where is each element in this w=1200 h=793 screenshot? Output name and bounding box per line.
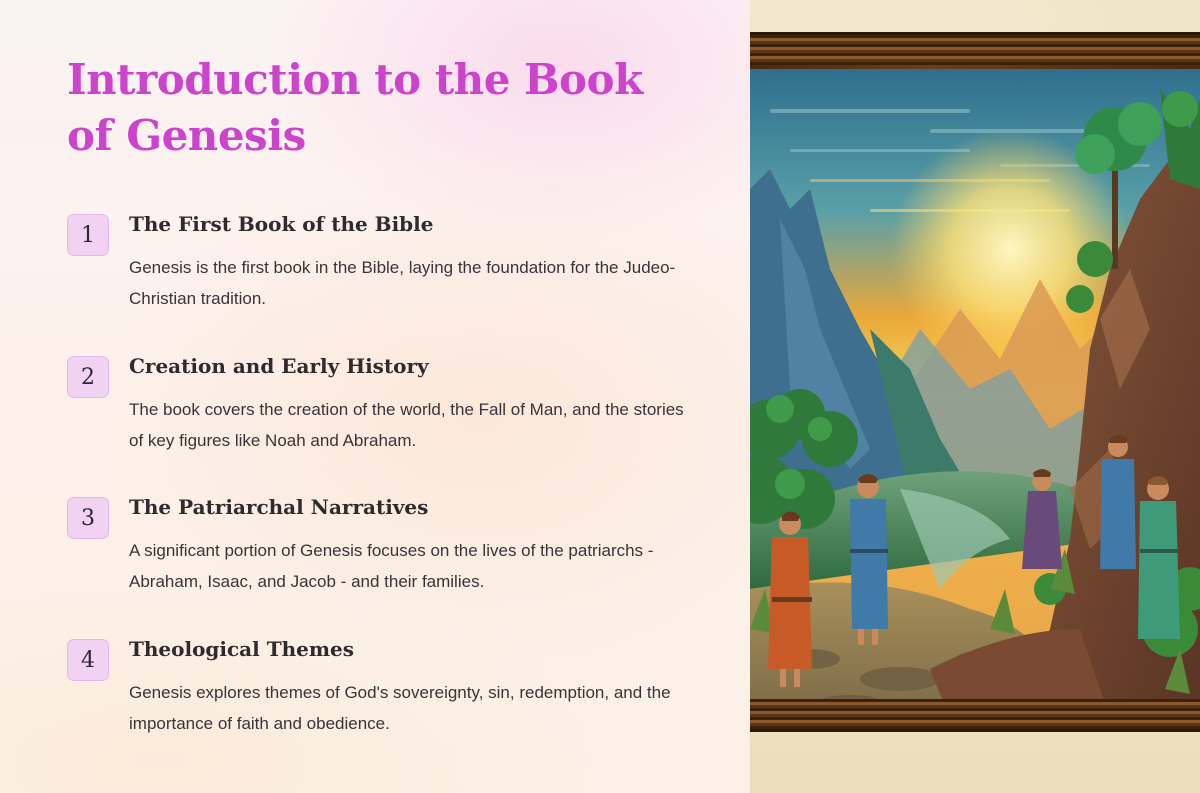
- item-heading: Creation and Early History: [129, 354, 429, 378]
- item-heading: Theological Themes: [129, 637, 354, 661]
- number-badge: 2: [67, 356, 109, 398]
- number-badge: 3: [67, 497, 109, 539]
- landscape-illustration-svg: [750, 69, 1200, 719]
- number-badge: 4: [67, 639, 109, 681]
- figure-orange-robe: [768, 512, 812, 688]
- landscape-illustration: [750, 69, 1200, 719]
- item-description: The book covers the creation of the world, the Fall of Man, and the stories of key figures like Noah and Abraham.: [129, 400, 684, 450]
- item-description: Genesis explores themes of God's sovereignty, sin, redemption, and the importance of faith and obedience.: [129, 683, 671, 733]
- illustration-panel: [750, 0, 1200, 793]
- number-badge: 1: [67, 214, 109, 256]
- frame-top-molding: [750, 35, 1200, 65]
- item-heading: The First Book of the Bible: [129, 212, 434, 236]
- figure-blue-robe: [850, 474, 888, 645]
- picture-frame: [750, 32, 1200, 732]
- frame-bottom-molding: [750, 699, 1200, 729]
- item-description: A significant portion of Genesis focuses on the lives of the patriarchs - Abraham, Isaac, and Jacob - and their families.: [129, 541, 654, 591]
- item-description: Genesis is the first book in the Bible, laying the foundation for the Judeo-Christian tradition.: [129, 258, 676, 308]
- item-heading: The Patriarchal Narratives: [129, 495, 429, 519]
- slide-title: Introduction to the Book of Genesis: [67, 55, 643, 160]
